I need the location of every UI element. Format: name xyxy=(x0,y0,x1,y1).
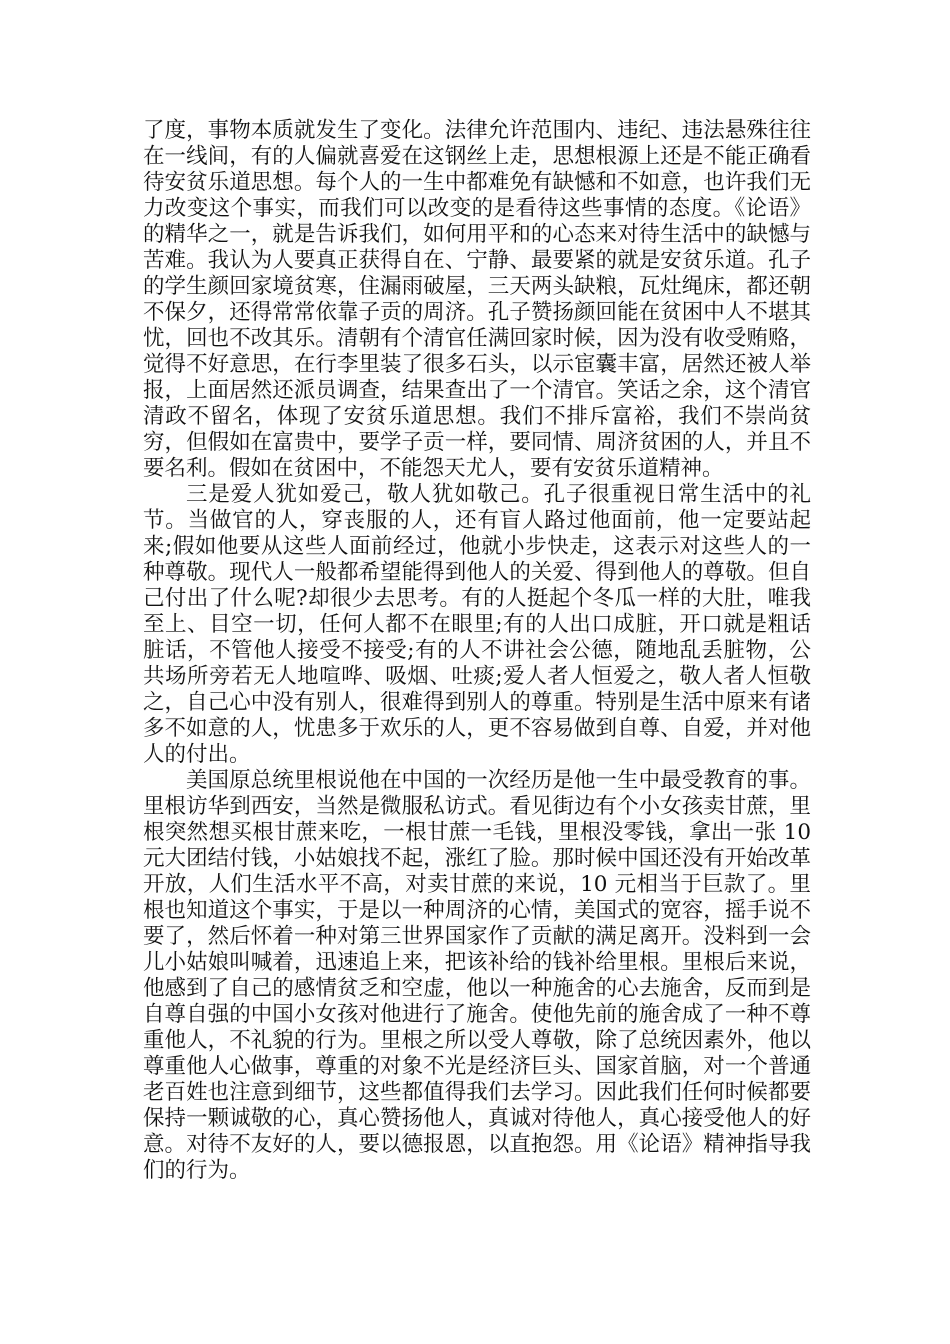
document-body xyxy=(143,118,811,1184)
paragraph-2: 三是爱人犹如爱己，敬人犹如敬己。孔子很重视日常生活中的礼节。当做官的人，穿丧服的人，还有盲人路过他面前，他一定要站起来;假如他要从这些人面前经过，他就小步快走，这表示对这些人的一种尊敬。现代人一般都希望能得到他人的关爱、得到他人的尊敬。但自己付出了什么呢?却很少去思考。有的人挺起个冬瓜一样的大肚，唯我至上、目空一切，任何人都不在眼里;有的人出口成脏，开口就是粗话脏话，不管他人接受不接受;有的人不讲社会公德，随地乱丢脏物，公共场所旁若无人地喧哗、吸烟、吐痰;爱人者人恒爱之，敬人者人恒敬之，自己心中没有别人，很难得到别人的尊重。特别是生活中原来有诸多不如意的人，忧患多于欢乐的人，更不容易做到自尊、自爱，并对他人的付出。 xyxy=(143,482,811,767)
paragraph-1: 了度，事物本质就发生了变化。法律允许范围内、违纪、违法悬殊往往在一线间，有的人偏就喜爱在这钢丝上走，思想根源上还是不能正确看待安贫乐道思想。每个人的一生中都难免有缺憾和不如意，也许我们无力改变这个事实，而我们可以改变的是看待这些事情的态度。《论语》的精华之一，就是告诉我们，如何用平和的心态来对待生活中的缺憾与苦难。我认为人要真正获得自在、宁静、最要紧的就是安贫乐道。孔子的学生颜回家境贫寒，住漏雨破屋，三天两头缺粮，瓦灶绳床，都还朝不保夕，还得常常依靠子贡的周济。孔子赞扬颜回能在贫困中人不堪其忧，回也不改其乐。清朝有个清官任满回家时候，因为没有收受贿赂，觉得不好意思，在行李里装了很多石头，以示宦囊丰富，居然还被人举报，上面居然还派员调查，结果查出了一个清官。笑话之余，这个清官清政不留名，体现了安贫乐道思想。我们不排斥富裕，我们不崇尚贫穷，但假如在富贵中，要学子贡一样，要同情、周济贫困的人，并且不要名利。假如在贫困中，不能怨天尤人，要有安贫乐道精神。 xyxy=(143,118,811,481)
paragraph-3: 美国原总统里根说他在中国的一次经历是他一生中最受教育的事。里根访华到西安，当然是微服私访式。看见街边有个小女孩卖甘蔗，里根突然想买根甘蔗来吃，一根甘蔗一毛钱，里根没零钱，拿出一张 10 元大团结付钱，小姑娘找不起，涨红了脸。那时候中国还没有开始改革开放，人们生活水平不高，对卖甘蔗的来说，10 元相当于巨款了。里根也知道这个事实，于是以一种周济的心情，美国式的宽容，摇手说不要了，然后怀着一种对第三世界国家作了贡献的满足离开。没料到一会儿小姑娘叫喊着，迅速追上来，把该补给的钱补给里根。里根后来说，他感到了自己的感情贫乏和空虚，他以一种施舍的心去施舍，反而到是自尊自强的中国小女孩对他进行了施舍。使他先前的施舍成了一种不尊重他人，不礼貌的行为。里根之所以受人尊敬，除了总统因素外，他以尊重他人心做事，尊重的对象不光是经济巨头、国家首脑，对一个普通老百姓也注意到细节，这些都值得我们去学习。因此我们任何时候都要保持一颗诚敬的心，真心赞扬他人，真诚对待他人，真心接受他人的好意。对待不友好的人，要以德报恩，以直抱怨。用《论语》精神指导我们的行为。 xyxy=(143,768,811,1183)
